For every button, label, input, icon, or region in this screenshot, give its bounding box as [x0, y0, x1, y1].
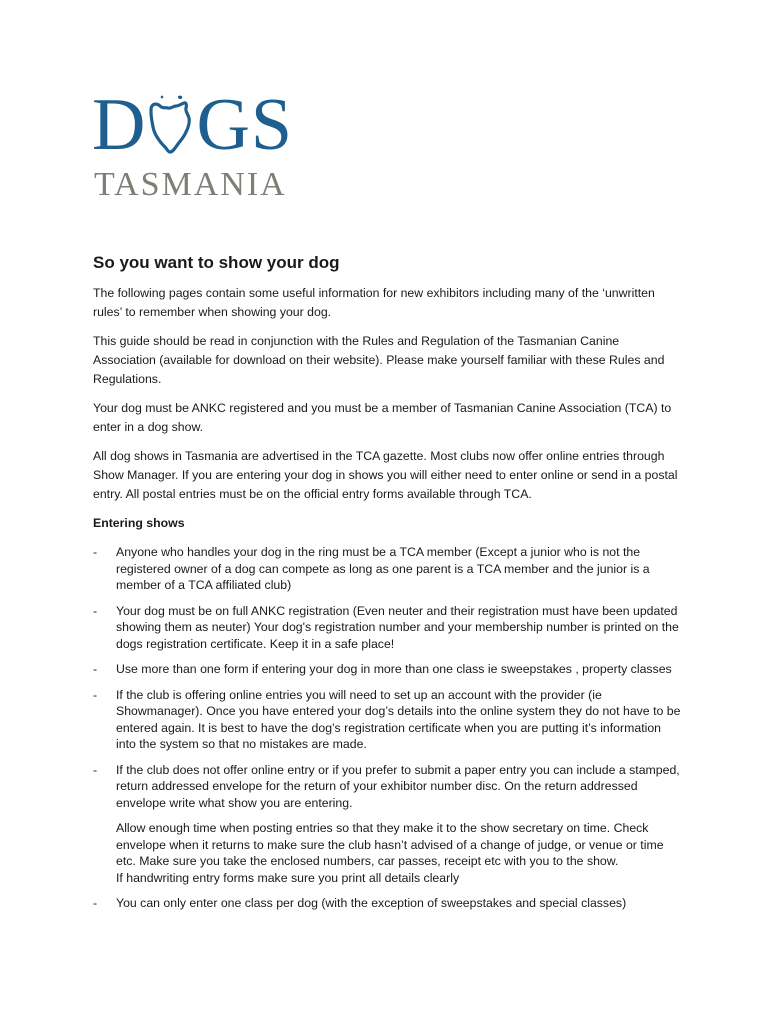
list-item-text: You can only enter one class per dog (with the exception of sweepstakes and special classes): [116, 896, 627, 910]
bullet-dash: -: [93, 662, 98, 676]
list-item-text: If the club does not offer online entry or if you prefer to submit a paper entry you can include a stamped, return addressed envelope for the return of your exhibitor number disc. On the return addressed envelope write what show you are entering.: [116, 762, 680, 810]
posting-advice-text: Allow enough time when posting entries so that they make it to the show secretary on time. Check envelope when it returns to make sure the club hasn’t advised of a change of judge, or venue or time etc. Make sure you take the enclosed numbers, car passes, receipt etc with you to the show.: [116, 821, 664, 868]
bullet-dash: -: [93, 687, 98, 702]
list-item-text: Use more than one form if entering your dog in more than one class ie sweepstakes , property classes: [116, 662, 672, 676]
logo-tasmania-wordmark: TASMANIA: [94, 166, 287, 203]
rules-paragraph: This guide should be read in conjunction with the Rules and Regulation of the Tasmanian Canine Association (available for download on their website). Please make yourself familiar with these Rules and Regulations.: [93, 334, 665, 386]
logo-letter-d: D: [92, 84, 147, 166]
bullet-dash: -: [93, 545, 98, 559]
advertising-paragraph: All dog shows in Tasmania are advertised in the TCA gazette. Most clubs now offer online entries through Show Manager. If you are entering your dog in shows you will either need to enter online or send in a postal entry. All postal entries must be on the official entry forms available through TCA.: [93, 449, 678, 501]
tasmania-map-icon: [148, 94, 194, 156]
bullet-dash: -: [93, 603, 98, 618]
list-item-text: If the club is offering online entries you will need to set up an account with the provider (ie Showmanager). Once you have entered your dog’s details into the online system they do not have to be entered again. It is best to have the dog’s registration certificate when you are putting it’s information into the system so that no mistakes are made.: [116, 687, 681, 751]
list-item-text: Your dog must be on full ANKC registration (Even neuter and their registration must have been updated showing them as neuter) Your dog's registration number and your membership number is printed on the dogs registration certificate. Keep it in a safe place!: [116, 603, 679, 651]
list-item-note: [116, 820, 683, 886]
list-item: [93, 895, 683, 912]
bullet-dash: -: [93, 762, 98, 777]
entering-shows-list: [93, 544, 683, 912]
list-item: [93, 762, 683, 887]
list-item: [93, 544, 683, 594]
dogs-tasmania-logo: [92, 84, 332, 206]
list-item: [93, 661, 683, 678]
section-heading-entering-shows: Entering shows: [93, 516, 185, 530]
logo-dogs-wordmark: [92, 84, 294, 166]
document-title: So you want to show your dog: [93, 253, 340, 272]
handwriting-advice-text: If handwriting entry forms make sure you print all details clearly: [116, 870, 460, 885]
registration-paragraph: Your dog must be ANKC registered and you must be a member of Tasmanian Canine Association (TCA) to enter in a dog show.: [93, 401, 672, 434]
document-body: [93, 252, 683, 921]
list-item-text: Anyone who handles your dog in the ring must be a TCA member (Except a junior who is not the registered owner of a dog can compete as long as one parent is a TCA member and the junior is a member of a TCA affiliated club): [116, 545, 650, 592]
logo-letters-gs: GS: [196, 84, 294, 166]
intro-paragraph: The following pages contain some useful information for new exhibitors including many of the ‘unwritten rules’ to remember when showing your dog.: [93, 286, 655, 319]
list-item: [93, 687, 683, 753]
list-item: [93, 603, 683, 653]
bullet-dash: -: [93, 896, 98, 910]
